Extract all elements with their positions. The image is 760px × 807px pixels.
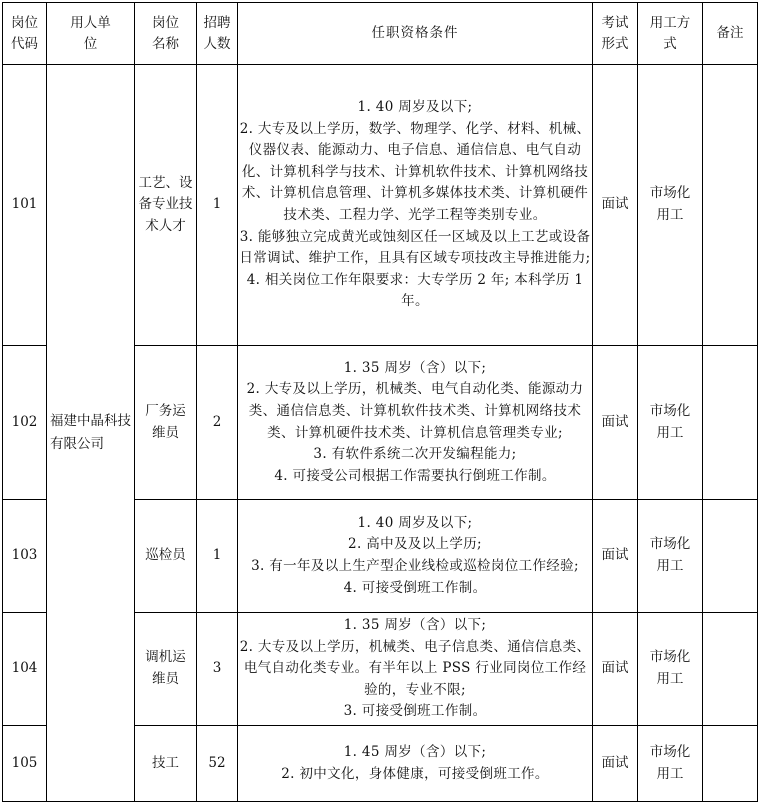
row-position bbox=[135, 65, 197, 346]
header-employer bbox=[47, 3, 135, 65]
row-employment bbox=[638, 65, 703, 346]
row-employment-text: 市场化用工 bbox=[649, 185, 691, 223]
requirement-line: 3. 有软件系统二次开发编程能力; bbox=[313, 446, 517, 463]
row-exam: 面试 bbox=[593, 726, 638, 802]
header-remarks-text: 备注 bbox=[716, 25, 744, 42]
row-exam: 面试 bbox=[593, 65, 638, 346]
requirement-line: 1. 35 周岁（含）以下; bbox=[343, 359, 487, 376]
row-employment bbox=[638, 500, 703, 613]
header-employer-text: 用人单位 bbox=[70, 14, 111, 52]
recruitment-table bbox=[2, 2, 758, 802]
row-position-text: 厂务运维员 bbox=[145, 402, 186, 441]
requirement-line: 3. 可接受倒班工作制。 bbox=[343, 703, 487, 720]
row-count: 1 bbox=[197, 65, 238, 346]
row-requirements bbox=[238, 500, 593, 613]
row-employment-text: 市场化用工 bbox=[649, 649, 691, 687]
row-code: 101 bbox=[3, 65, 47, 346]
row-code: 104 bbox=[3, 613, 47, 726]
row-position bbox=[135, 346, 197, 500]
employer-cell bbox=[47, 65, 135, 802]
row-code: 105 bbox=[3, 726, 47, 802]
requirement-line: 1. 45 周岁（含）以下; bbox=[343, 743, 487, 760]
row-position-text: 工艺、设备专业技术人才 bbox=[138, 174, 193, 234]
row-code: 103 bbox=[3, 500, 47, 613]
row-requirements bbox=[238, 726, 593, 802]
requirement-line: 3. 有一年及以上生产型企业线检或巡检岗位工作经验; bbox=[251, 558, 579, 574]
row-position: 巡检员 bbox=[135, 500, 197, 613]
header-count-text: 招聘人数 bbox=[203, 14, 231, 52]
header-exam bbox=[593, 3, 638, 65]
row-remarks bbox=[703, 65, 758, 346]
row-exam: 面试 bbox=[593, 613, 638, 726]
row-position: 技工 bbox=[135, 726, 197, 802]
requirement-line: 4. 可接受倒班工作制。 bbox=[343, 579, 487, 596]
document-page bbox=[2, 2, 758, 802]
table-row bbox=[3, 65, 758, 346]
requirement-line: 2. 大专及以上学历，数学、物理学、化学、材料、机械、仪器仪表、能源动力、电子信息、通信信息、电气自动化、计算机科学与技术、计算机软件技术、计算机网络技术、计算机信息管理、计算机多媒体技术类、计算机硬件技术类、工程力学、光学工程等类别专业。 bbox=[239, 120, 591, 223]
row-exam: 面试 bbox=[593, 500, 638, 613]
row-count: 52 bbox=[197, 726, 238, 802]
row-employment bbox=[638, 726, 703, 802]
requirement-line: 2. 高中及及以上学历; bbox=[348, 536, 482, 553]
header-requirements-text: 任职资格条件 bbox=[371, 25, 459, 42]
row-remarks bbox=[703, 726, 758, 802]
row-count: 1 bbox=[197, 500, 238, 613]
requirement-line: 3. 能够独立完成黄光或蚀刻区任一区域及以上工艺或设备日常调试、维护工作，且具有区域专项技改主导推进能力; bbox=[239, 228, 591, 267]
row-employment bbox=[638, 346, 703, 500]
requirement-line: 4. 可接受公司根据工作需要执行倒班工作制。 bbox=[274, 467, 556, 484]
requirement-line: 1. 35 周岁（含）以下; bbox=[343, 617, 487, 634]
employer-name: 福建中晶科技有限公司 bbox=[50, 413, 131, 452]
row-remarks bbox=[703, 500, 758, 613]
header-code bbox=[3, 3, 47, 65]
requirement-line: 2. 大专及以上学历，机械类、电子信息类、通信信息类、电气自动化类专业。有半年以上 PSS 行业同岗位工作经验的，专业不限; bbox=[239, 638, 591, 698]
row-requirements bbox=[238, 346, 593, 500]
header-code-text: 岗位代码 bbox=[11, 14, 38, 52]
row-count: 2 bbox=[197, 346, 238, 500]
row-count: 3 bbox=[197, 613, 238, 726]
row-position bbox=[135, 613, 197, 726]
header-employment-text: 用工方式 bbox=[649, 14, 691, 52]
header-count bbox=[197, 3, 238, 65]
requirement-line: 2. 初中文化，身体健康，可接受倒班工作。 bbox=[281, 765, 549, 782]
header-requirements bbox=[238, 3, 593, 65]
header-remarks bbox=[703, 3, 758, 65]
row-employment bbox=[638, 613, 703, 726]
requirement-line: 1. 40 周岁及以下; bbox=[357, 514, 473, 531]
row-code: 102 bbox=[3, 346, 47, 500]
row-requirements bbox=[238, 65, 593, 346]
row-employment-text: 市场化用工 bbox=[649, 402, 691, 441]
header-position bbox=[135, 3, 197, 65]
header-exam-text: 考试形式 bbox=[601, 14, 629, 52]
row-remarks bbox=[703, 346, 758, 500]
row-remarks bbox=[703, 613, 758, 726]
row-employment-text: 市场化用工 bbox=[649, 743, 691, 782]
requirement-line: 4. 相关岗位工作年限要求：大专学历 2 年; 本科学历 1 年。 bbox=[246, 271, 584, 310]
requirement-line: 1. 40 周岁及以下; bbox=[357, 99, 473, 116]
header-row bbox=[3, 3, 758, 65]
row-requirements bbox=[238, 613, 593, 726]
row-employment-text: 市场化用工 bbox=[649, 536, 691, 574]
header-position-text: 岗位名称 bbox=[152, 14, 179, 52]
row-position-text: 调机运维员 bbox=[145, 649, 186, 687]
header-employment bbox=[638, 3, 703, 65]
requirement-line: 2. 大专及以上学历，机械类、电气自动化类、能源动力类、通信信息类、计算机软件技术类、计算机网络技术类、计算机硬件技术类、计算机信息管理类专业; bbox=[246, 381, 584, 441]
row-exam: 面试 bbox=[593, 346, 638, 500]
